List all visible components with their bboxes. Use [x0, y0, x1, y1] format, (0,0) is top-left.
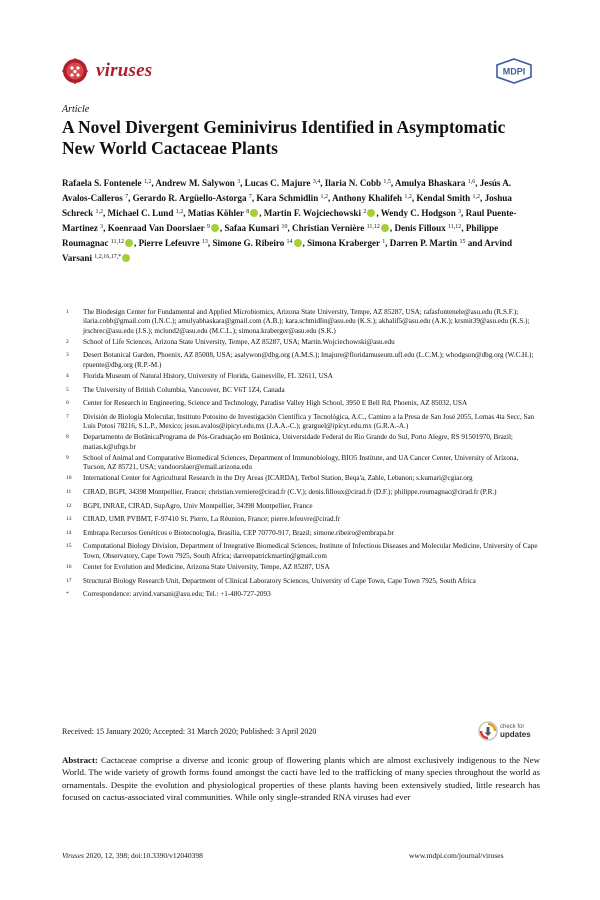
author-name: Amulya Bhaskara	[394, 178, 466, 188]
author-name: Denis Filloux	[394, 222, 446, 233]
author-name: Kendal Smith	[416, 192, 471, 203]
author-name: Gerardo R. Argüello-Astorga	[132, 192, 247, 203]
affiliation-text: CIRAD, UMR PVBMT, F-97410 St. Pierre, La Réunion, France; pierre.lefeuvre@cirad.fr	[83, 515, 341, 524]
author	[395, 178, 475, 188]
author-name: Raul Puente-Martinez	[62, 207, 517, 233]
affiliation-item	[62, 454, 540, 473]
author-name: Wendy C. Hodgson	[380, 207, 456, 218]
check-updates-label	[500, 723, 531, 739]
author-affiliation-marker: 11,12	[448, 223, 462, 230]
affiliation-number-sup: 14	[66, 529, 72, 536]
author	[394, 223, 461, 233]
affiliation-item	[62, 433, 540, 452]
orcid-icon[interactable]	[367, 209, 375, 217]
author-name: Simone G. Ribeiro	[212, 237, 285, 248]
author-affiliation-marker: 3,4	[312, 179, 321, 185]
author	[292, 223, 390, 233]
footer-citation	[62, 851, 203, 860]
orcid-icon[interactable]	[294, 239, 302, 247]
author	[307, 238, 385, 248]
affiliation-number	[62, 386, 83, 398]
author	[390, 238, 466, 248]
affiliation-text: Computational Biology Division, Department of Integrative Biomedical Sciences, Institute of Infectious Diseases and Molecular Medicine, University of Cape Town, Observatory, Cape Town 7925, South Africa; darrenpatrickmartin@gmail.com	[83, 542, 538, 560]
author-name: Safaa Kumari	[224, 222, 280, 233]
footer-citation-text: 2020, 12, 398; doi:10.3390/v12040398	[83, 851, 203, 860]
author-name: Christian Vernière	[292, 222, 365, 233]
publication-dates: Received: 15 January 2020; Accepted: 31 March 2020; Published: 3 April 2020	[62, 727, 317, 736]
affiliation-text: Desert Botanical Garden, Phoenix, AZ 85008, USA; asalywon@dbg.org (A.M.S.); lmajure@floridamuseum.ufl.edu (L.C.M.); whodgson@dbg.org (W.C.H.); rpuente@dbg.org (R.P.-M.)	[83, 351, 534, 369]
affiliation-number-sup: 11	[66, 488, 72, 495]
affiliation-text: Departamento de BotânicaPrograma de Pós-Graduação em Botânica, Universidade Federal do Rio Grande do Sul, Porto Alegre, RS 91501970, Brazil; matias.k@ufrgs.br	[83, 433, 513, 451]
affiliation-item	[62, 529, 540, 541]
affiliation-number	[62, 338, 83, 350]
check-updates-icon	[478, 721, 498, 741]
author-affiliation-marker: 11,12	[110, 238, 125, 245]
affiliation-text: The University of British Columbia, Vancouver, BC V6T 1Z4, Canada	[83, 385, 285, 394]
affiliation-item	[62, 502, 540, 514]
author-name: Matias Köhler	[187, 207, 244, 218]
affiliation-number-sup: 12	[66, 502, 72, 509]
affiliation-number	[62, 502, 83, 514]
affiliation-text: CIRAD, BGPI, 34398 Montpellier, France; christian.verniere@cirad.fr (C.V.); denis.filloux@cirad.fr (D.F.); philippe.roumagnac@cirad.fr (P.R.)	[83, 487, 497, 496]
affiliation-number	[62, 351, 83, 370]
affiliation-text: School of Life Sciences, Arizona State University, Tempe, AZ 85287, USA; Martin.Wojciechowski@asu.edu	[83, 337, 395, 346]
author	[264, 208, 377, 218]
author-affiliation-marker: 7	[248, 193, 252, 200]
affiliation-number-sup: 7	[66, 413, 69, 420]
author-name: Rafaela S. Fontenele	[62, 178, 142, 188]
affiliation-text: Structural Biology Research Unit, Department of Clinical Laboratory Sciences, University of Cape Town, Cape Town 7925, South Africa	[83, 576, 476, 585]
virus-logo-icon	[62, 58, 88, 84]
mdpi-logo-text: MDPI	[502, 66, 526, 77]
paper-title: A Novel Divergent Geminivirus Identified in Asymptomatic New World Cactaceae Plants	[62, 117, 506, 158]
affiliation-number	[62, 542, 83, 561]
author	[155, 178, 240, 188]
author-affiliation-marker: 1,5	[383, 179, 391, 185]
affiliation-number	[62, 413, 83, 432]
footer-url[interactable]: www.mdpi.com/journal/viruses	[409, 851, 504, 860]
author-name: Joshua Schreck	[62, 192, 512, 218]
orcid-icon[interactable]	[381, 224, 389, 232]
author-name: Anthony Khalifeh	[332, 192, 403, 203]
journal-header	[62, 58, 152, 84]
affiliation-text: International Center for Agricultural Research in the Dry Areas (ICARDA), Terbol Station, Beqa'a, Zahle, Lebanon; s.kumari@cgiar.org	[83, 474, 473, 483]
affiliation-item	[62, 542, 540, 561]
author-affiliation-marker: 14	[286, 238, 293, 245]
affiliation-item	[62, 488, 540, 500]
affiliation-text: The Biodesign Center for Fundamental and Applied Microbiomics, Arizona State University, Tempe, AZ 85287, USA; rafasfontenele@asu.edu (R.S.F.); ilaria.cobb@gmail.com (I.N.C.); amulyabhaskara@gmail.com (A.B.); kara.schmidlin@asu.edu (K.S.); akhalif5@asu.edu (A.K.); krsmit39@asu.edu (K.S.); jrschrec@asu.edu (J.S.); mclund2@asu.edu (M.C.L.); simona.kraberger@asu.edu (S.K.)	[83, 308, 530, 335]
affiliation-number	[62, 399, 83, 411]
affiliation-text: División de Biología Molecular, Instituto Potosino de Investigación Científica y Tecnológica, A.C., Camino a la Presa de San José 2055, Lomas 4ta Secc, San Luis Potosí 78216, S.L.P., Mexico; jesus.avalos@ipicyt.edu.mx (J.A.A.-C.); grarguel@ipicyt.edu.mx (G.R.A.-A.)	[83, 412, 535, 430]
affiliation-number-sup: 10	[66, 475, 72, 482]
author	[133, 193, 252, 203]
affiliation-number-sup: 1	[66, 309, 69, 315]
abstract-text: Cactaceae comprise a diverse and iconic group of flowering plants which are almost exclusively indigenous to the New World. The wide variety of growth forms found amongst the cacti have led to the trafficking of many species throughout the world as ornamentals. Despite the evolution and physiological properties of these plants having been extensively studied, little research has focused on cactus-associated viral communities. While only single-stranded RNA viruses had ever	[62, 755, 540, 803]
affiliation-number	[62, 308, 83, 336]
affiliation-number-sup: *	[66, 591, 69, 598]
affiliation-number	[62, 590, 83, 602]
affiliation-number-sup: 13	[66, 516, 72, 523]
author-affiliation-marker: 11,12	[366, 223, 380, 230]
orcid-icon[interactable]	[122, 254, 130, 262]
author-affiliation-marker: 3	[458, 208, 462, 215]
abstract	[62, 754, 540, 804]
affiliation-item	[62, 351, 540, 370]
affiliation-number-sup: 6	[66, 400, 69, 407]
affiliation-number-sup: 2	[66, 338, 69, 345]
author	[62, 178, 151, 188]
affiliation-list	[62, 308, 540, 604]
affiliation-text: Correspondence: arvind.varsani@asu.edu; Tel.: +1-480-727-2093	[83, 590, 271, 599]
author-name: Darren P. Martin	[389, 237, 458, 248]
affiliation-number	[62, 563, 83, 575]
author-name: Andrew M. Salywon	[155, 178, 235, 188]
author	[107, 208, 183, 218]
orcid-icon[interactable]	[211, 224, 219, 232]
affiliation-number	[62, 454, 83, 473]
author-affiliation-marker: 1,2	[404, 193, 412, 200]
affiliation-item	[62, 474, 540, 486]
check-updates-line2: updates	[500, 730, 531, 739]
affiliation-item	[62, 399, 540, 411]
affiliation-number	[62, 529, 83, 541]
affiliation-number	[62, 474, 83, 486]
affiliation-number	[62, 577, 83, 589]
footer-journal: Viruses	[62, 851, 84, 860]
author-affiliation-marker: 1	[382, 238, 386, 245]
author-affiliation-marker: 2	[363, 208, 367, 215]
affiliation-number-sup: 15	[66, 543, 72, 550]
affiliation-number	[62, 488, 83, 500]
author-affiliation-marker: 10	[281, 223, 288, 230]
author-affiliation-marker: 3	[100, 223, 104, 230]
check-for-updates-badge[interactable]	[478, 721, 531, 741]
author-name: Koenraad Van Doorslaer	[107, 222, 205, 233]
author-affiliation-marker: 8	[246, 208, 250, 215]
article-type: Article	[62, 104, 90, 115]
affiliation-text: School of Animal and Comparative Biomedical Sciences, Department of Immunobiology, BIO5 Institute, and UA Cancer Center, University of Arizona, Tucson, AZ 85721, USA; vandoorslaer@email.arizona.edu	[83, 453, 519, 471]
affiliation-text: Center for Evolution and Medicine, Arizona State University, Tempe, AZ 85287, USA	[83, 562, 330, 571]
orcid-icon[interactable]	[125, 239, 133, 247]
affiliation-number-sup: 17	[66, 577, 72, 584]
affiliation-item	[62, 577, 540, 589]
check-updates-line1: check for	[500, 724, 525, 730]
author-affiliation-marker: 1,2	[175, 208, 184, 215]
affiliation-item	[62, 308, 540, 336]
author-name: Ilaria N. Cobb	[324, 178, 382, 188]
author-affiliation-marker: 1,2	[143, 179, 152, 185]
author-affiliation-marker: 15	[459, 238, 466, 245]
affiliation-item	[62, 372, 540, 384]
affiliation-number-sup: 4	[66, 372, 69, 379]
author-affiliation-marker: 1,2	[95, 208, 103, 215]
author-name: Pierre Lefeuvre	[138, 237, 200, 248]
affiliation-item	[62, 386, 540, 398]
author-name: Michael C. Lund	[107, 207, 174, 218]
author-affiliation-marker: 1,2,16,17,*	[94, 253, 122, 260]
author-name: Lucas C. Majure	[244, 178, 311, 188]
journal-name: viruses	[96, 60, 153, 81]
author	[256, 193, 328, 203]
orcid-icon[interactable]	[250, 209, 258, 217]
author	[245, 178, 321, 188]
author-name: Arvind Varsani	[62, 237, 512, 263]
affiliation-text: Florida Museum of Natural History, University of Florida, Gainesville, FL 32611, USA	[83, 371, 333, 380]
affiliation-number-sup: 8	[66, 434, 69, 441]
affiliation-item	[62, 563, 540, 575]
author-list: Rafaela S. Fontenele $^{1,2}$, Andrew M. Salywon $^3$, Lucas C. Majure $^{3,4}$, Ilaria N. Cobb $^{1,5}$, Amulya Bhaskara $^{1,6}$, Jesús A. Avalos-Calleros $^7$, Gerardo R. Argüello-Astorga $^7$, Kara Schmidlin $^{1,2}$, Anthony Khalifeh $^{1,2}$, Kendal Smith $^{1,2}$, Joshua Schreck $^{1,2}$, Michael C. Lund $^{1,2}$, Matias Köhler $^8$ , Martin F. Wojciechowski $^2$ , Wendy C. Hodgson $^3$, Raul Puente-Martinez $^3$, Koenraad Van Doorslaer $^9$ , Safaa Kumari $^{10}$, Christian Vernière $^{11,12}$ , Denis Filloux $^{11,12}$, Philippe Roumagnac $^{11,12}$ , Pierre Lefeuvre $^{13}$, Simone G. Ribeiro $^{14}$ , Simona Kraberger $^1$, Darren P. Martin $^{15}$ and Arvind Varsani $^{1,2,16,17,*}$	[62, 178, 517, 263]
author	[212, 238, 302, 248]
author	[139, 238, 208, 248]
affiliation-number-sup: 5	[66, 386, 69, 393]
affiliation-item	[62, 413, 540, 432]
mdpi-logo-icon	[494, 58, 534, 84]
author	[325, 178, 391, 188]
author	[416, 193, 480, 203]
author-affiliation-marker: 7	[125, 193, 129, 200]
author-affiliation-marker: 9	[206, 223, 210, 230]
affiliation-number	[62, 515, 83, 527]
author-affiliation-marker: 1,6	[467, 179, 476, 185]
author-affiliation-marker: 13	[201, 238, 208, 245]
author-affiliation-marker: 1,2	[320, 193, 329, 200]
author-conjunction: and	[467, 237, 483, 248]
author-name: Kara Schmidlin	[256, 192, 319, 203]
author-name: Philippe Roumagnac	[62, 222, 499, 248]
affiliation-number-sup: 16	[66, 563, 72, 570]
affiliation-number	[62, 433, 83, 452]
affiliation-text: Center for Research in Engineering, Science and Technology, Paradise Valley High School, 3950 E Bell Rd, Phoenix, AZ 85032, USA	[83, 399, 468, 408]
author-name: Martin F. Wojciechowski	[263, 207, 362, 218]
affiliation-item	[62, 338, 540, 350]
abstract-heading: Abstract:	[62, 755, 98, 765]
author	[332, 193, 412, 203]
author	[108, 223, 220, 233]
affiliation-item	[62, 590, 540, 602]
author-affiliation-marker: 3	[237, 179, 241, 185]
affiliation-text: BGPI, INRAE, CIRAD, SupAgro, Univ Montpellier, 34398 Montpellier, France	[83, 501, 313, 510]
author-name: Jesús A. Avalos-Calleros	[62, 178, 512, 203]
affiliation-number-sup: 3	[66, 352, 69, 359]
author	[224, 223, 287, 233]
author-name: Simona Kraberger	[307, 237, 380, 248]
affiliation-item	[62, 515, 540, 527]
affiliation-number-sup: 9	[66, 454, 69, 461]
affiliation-text: Embrapa Recursos Genéticos e Biotecnologia, Brasília, CEP 70770-917, Brazil; simone.ribeiro@embrapa.br	[83, 528, 394, 537]
affiliation-number	[62, 372, 83, 384]
author-affiliation-marker: 1,2	[472, 193, 481, 200]
author	[381, 208, 461, 218]
author	[188, 208, 259, 218]
